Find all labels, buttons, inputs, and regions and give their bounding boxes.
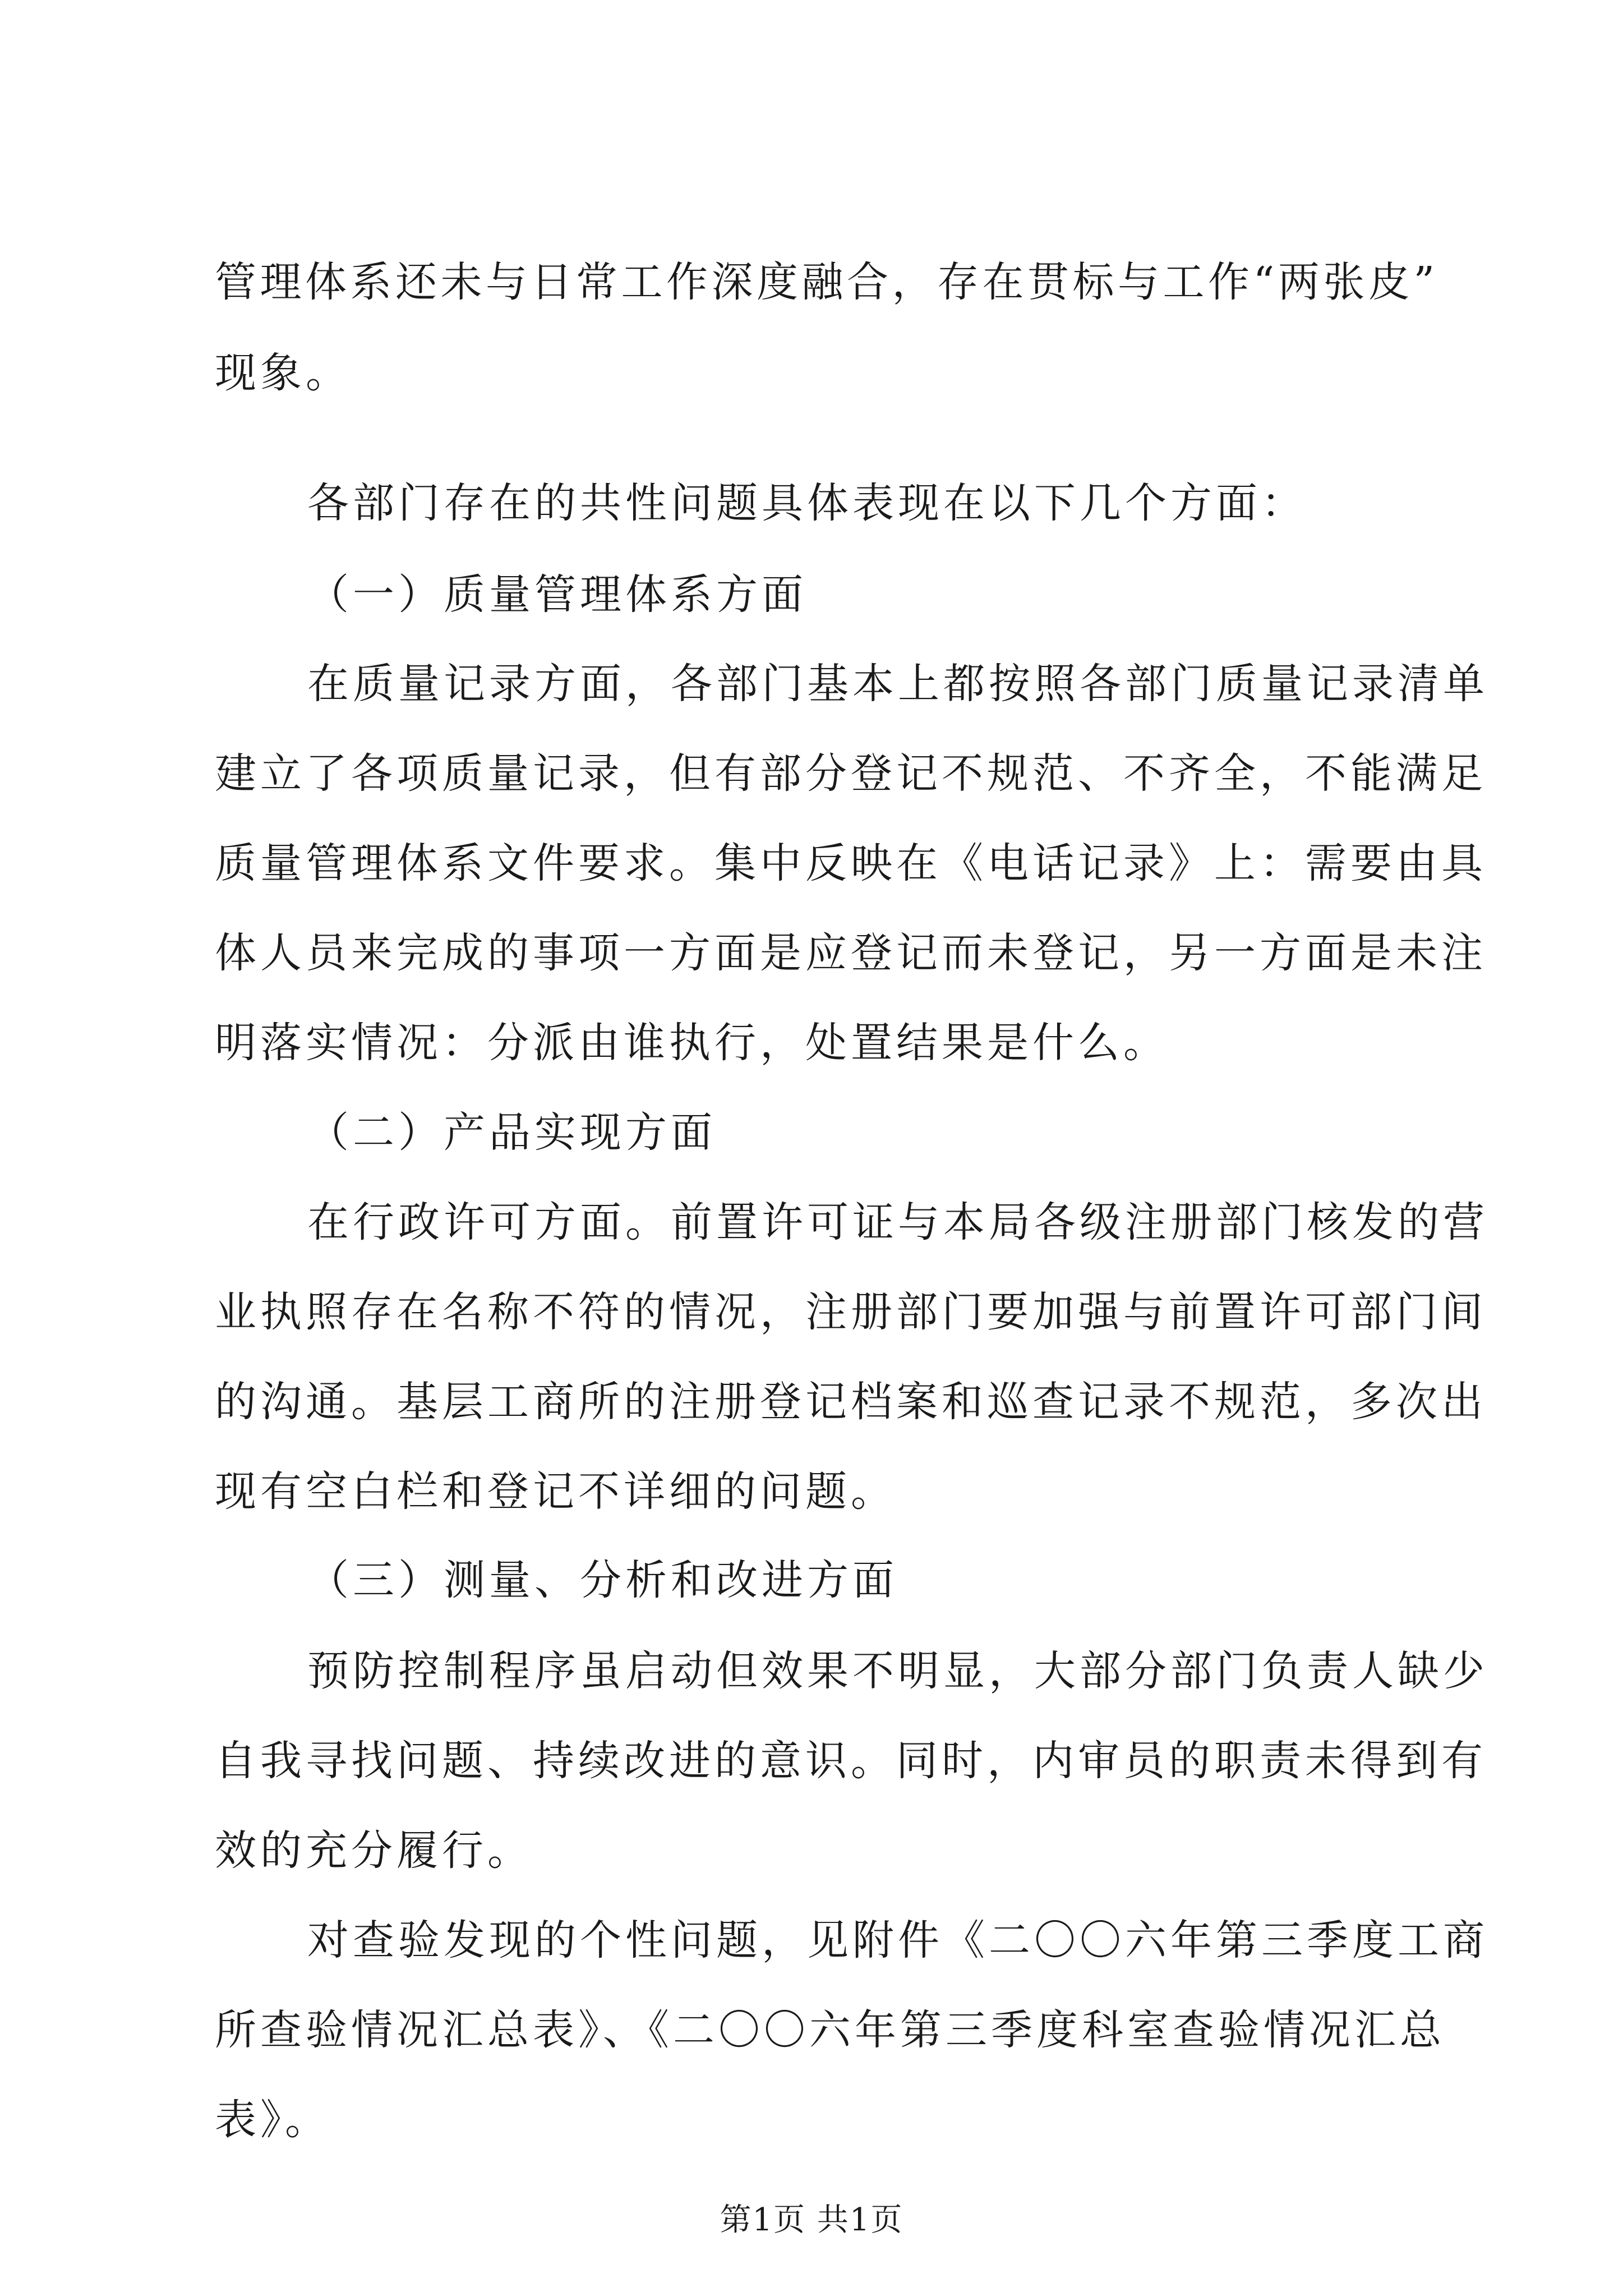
body-text-line: 在行政许可方面。前置许可证与本局各级注册部门核发的营 <box>307 1198 1488 1246</box>
section-heading: （二）产品实现方面 <box>307 1108 716 1157</box>
body-text-line: 质量管理体系文件要求。集中反映在《电话记录》上：需要由具 <box>215 839 1487 887</box>
body-text-line: 现象。 <box>215 349 351 397</box>
section-heading: （三）测量、分析和改进方面 <box>307 1556 898 1604</box>
body-text-line: 的沟通。基层工商所的注册登记档案和巡查记录不规范，多次出 <box>215 1378 1487 1426</box>
body-text-line: 业执照存在名称不符的情况，注册部门要加强与前置许可部门间 <box>215 1288 1487 1336</box>
page-footer: 第1页 共1页 <box>720 2202 903 2238</box>
body-text-line: 建立了各项质量记录，但有部分登记不规范、不齐全，不能满足 <box>215 749 1487 798</box>
body-text-line: 所查验情况汇总表》、《二〇〇六年第三季度科室查验情况汇总 <box>215 2006 1445 2054</box>
body-text-line: 在质量记录方面，各部门基本上都按照各部门质量记录清单 <box>307 660 1488 708</box>
body-text-line: 预防控制程序虽启动但效果不明显，大部分部门负责人缺少 <box>307 1647 1488 1695</box>
body-text-line: 对查验发现的个性问题，见附件《二〇〇六年第三季度工商 <box>307 1916 1488 1964</box>
body-text-line: 各部门存在的共性问题具体表现在以下几个方面： <box>307 479 1307 527</box>
body-text-line: 明落实情况：分派由谁执行，处置结果是什么。 <box>215 1019 1169 1067</box>
body-text-line: 管理体系还未与日常工作深度融合，存在贯标与工作“两张皮” <box>215 258 1438 306</box>
body-text-line: 体人员来完成的事项一方面是应登记而未登记，另一方面是未注 <box>215 929 1487 977</box>
body-text-line: 自我寻找问题、持续改进的意识。同时，内审员的职责未得到有 <box>215 1737 1487 1785</box>
body-text-line: 效的充分履行。 <box>215 1826 533 1875</box>
body-text-line: 现有空白栏和登记不详细的问题。 <box>215 1467 896 1516</box>
body-text-line: 表》。 <box>215 2096 330 2144</box>
section-heading: （一）质量管理体系方面 <box>307 570 807 619</box>
